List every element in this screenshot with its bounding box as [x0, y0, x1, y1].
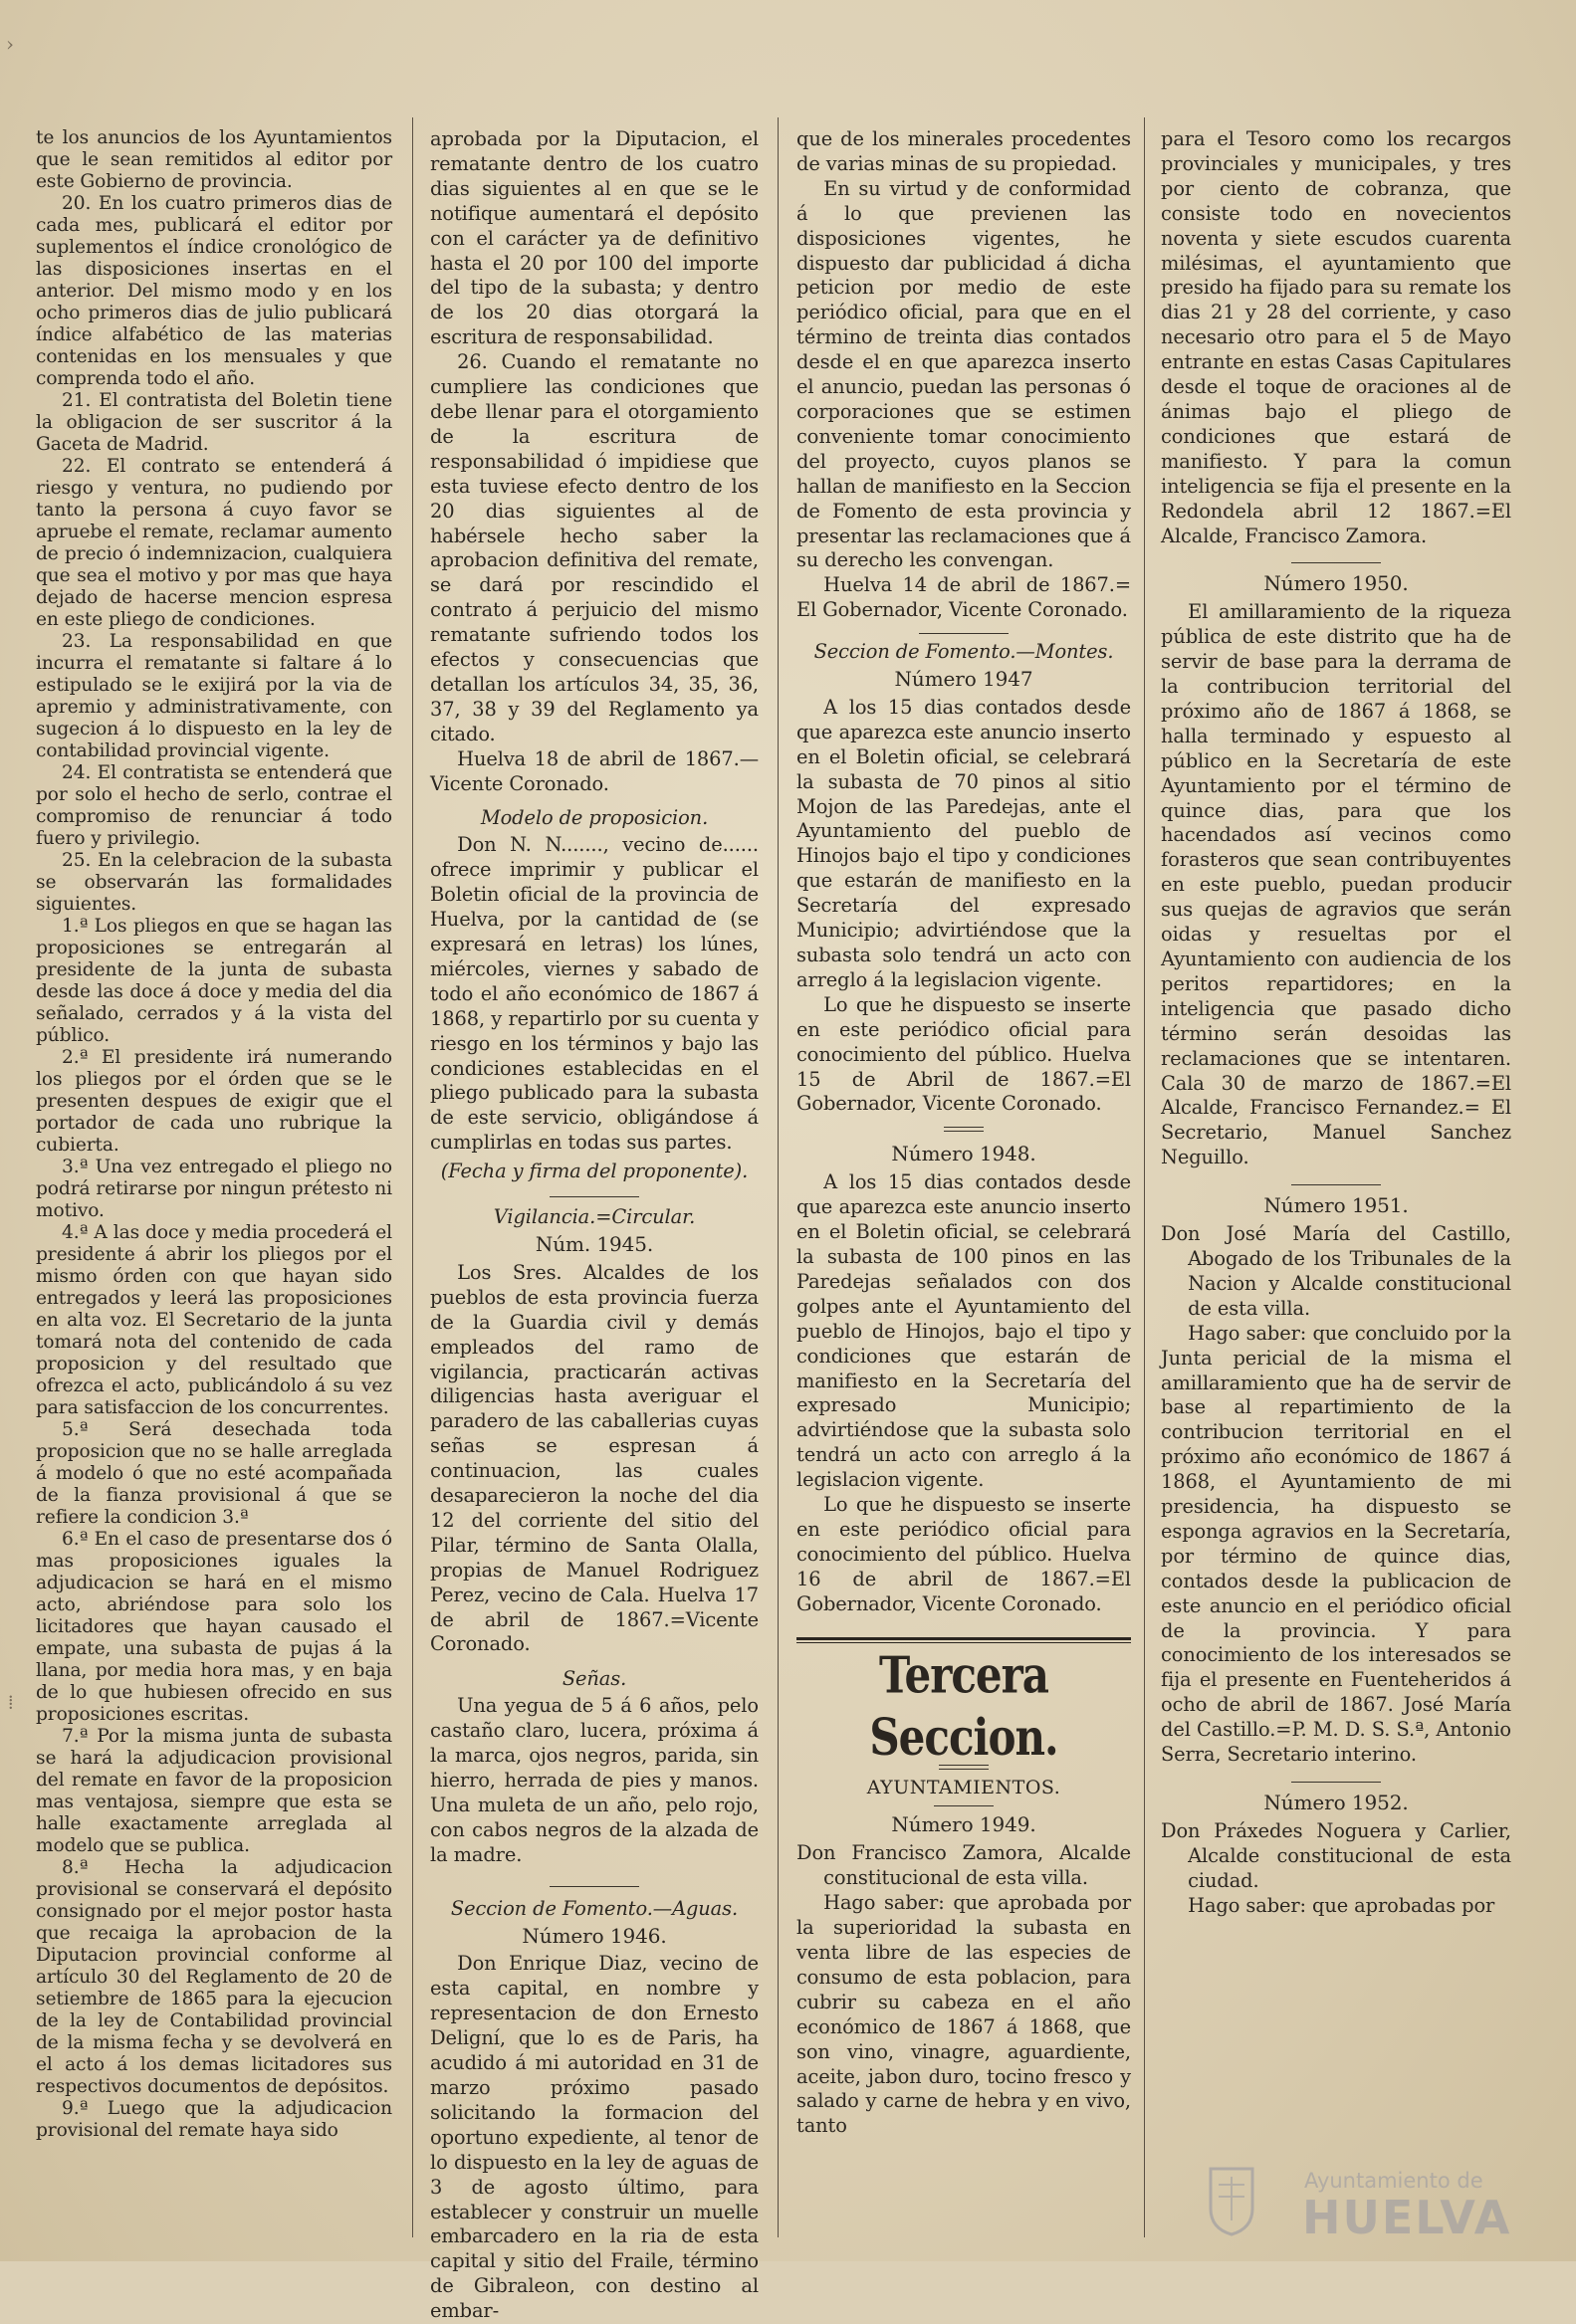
- divider: [1291, 562, 1381, 563]
- subclause-1: 1.ª Los pliegos en que se hagan las proposiciones se entregarán al presidente de la junta de subasta desde las doce á doce y media del dia señalado, cerrados y á la vista del público.: [36, 916, 392, 1046]
- clause-22: 22. El contrato se entenderá á riesgo y ventura, no pudiendo por tanto la persona á cuyo favor se apruebe el remate, reclamar aumento de precio ó indemnizacion, cualquiera que sea el motivo y por mas que haya dejado de hacerse mencion espresa en este pliego de condiciones.: [36, 456, 392, 630]
- notice-body: A los 15 dias contados desde que aparezca este anuncio inserto en el Boletin oficial, se celebrará la subasta de 100 pinos en las Paredejas señalados con dos golpes ante el Ayuntamiento del pueblo de Hinojos, bajo el tipo y condiciones que estarán de manifiesto en la Secretaría del expresado Municipio; advirtiéndose que la subasta solo tendrá un acto con arreglo á la legislacion vigente.: [796, 1170, 1131, 1492]
- notice-body: Lo que he dispuesto se inserte en este periódico oficial para conocimiento del público. Huelva 16 de abril de 1867.=El Gobernador, Vicente Coronado.: [796, 1493, 1131, 1615]
- notice-body: Don Enrique Diaz, vecino de esta capital, en nombre y representacion de don Ernesto Deligní, que lo es de Paris, ha acudido á mi autoridad en 31 de marzo próximo pasado solicitando la formacion del oportuno expediente, al tenor de lo dispuesto en la ley de aguas de 3 de agosto último, para establecer y construir un muelle embarcadero en la ria de esta capital y sitio del Fraile, término de Gibraleon, con destino al embar-: [430, 1952, 759, 2323]
- notice-number: Número 1949.: [891, 1812, 1036, 1837]
- divider: [1291, 1184, 1381, 1185]
- subclause-5: 5.ª Será desechada toda proposicion que no se halle arreglada á modelo ó que no esté acompañada de la fianza provisional á que se refiere la condicion 3.ª: [36, 1419, 392, 1528]
- subclause-4: 4.ª A las doce y media procederá el presidente á abrir los pliegos por el mismo órden con que hayan sido entregados y leerá las proposiciones en alta voz. El Secretario de la junta tomará nota del contenido de cada proposicion y del resultado que ofrezca el acto, publicándolo á su vez para satisfaccion de los concurrentes.: [36, 1222, 392, 1418]
- section-heading: Seccion de Fomento.—Aguas.: [450, 1896, 739, 1920]
- notice-authority: Don Práxedes Noguera y Carlier, Alcalde constitucional de esta ciudad.: [1161, 1818, 1511, 1892]
- notice-authority: Don Francisco Zamora, Alcalde constitucional de esta villa.: [796, 1841, 1131, 1890]
- margin-mark-lower: ⁞: [8, 1690, 14, 1714]
- subclause-8: 8.ª Hecha la adjudicacion provisional se conservará el depósito consignado por el mejor postor hasta que recaiga la aprobacion de la Diputacion provincial conforme al artículo 30 del Reglamento de 20 de setiembre de 1865 para la ejecucion de la ley de Contabilidad provincial de la misma fecha y se devolverá en el acto á los demas licitadores sus respectivos documentos de depósitos.: [36, 1857, 392, 2097]
- divider: [919, 633, 1009, 634]
- section-heading: Modelo de proposicion.: [480, 806, 709, 830]
- clause-20: 20. En los cuatro primeros dias de cada mes, publicará el editor por suplementos el índice cronológico de las disposiciones insertas en el anterior. Del mismo modo y en los ocho primeros dias de julio publicará índice alfabético de las materias contenidas en los mensuales y que comprenda todo el año.: [36, 193, 392, 389]
- paragraph: aprobada por la Diputacion, el rematante dentro de los cuatro dias siguientes al en que se le notifique aumentará el depósito con el carácter ya de definitivo hasta el 20 por 100 del importe del tipo de la subasta; y dentro de los 20 dias otorgará la escritura de responsabilidad.: [430, 127, 759, 349]
- column-rule-3: [1144, 117, 1145, 2237]
- notice-body: Los Sres. Alcaldes de los pueblos de esta provincia fuerza de la Guardia civil y demás empleados del ramo de vigilancia, practicarán activas diligencias hasta averiguar el paradero de las caballerias cuyas señas se espresan á continuacion, las cuales desaparecieron la noche del dia 12 del corriente del sitio del Pilar, término de Santa Olalla, propias de Manuel Rodriguez Perez, vecino de Cala. Huelva 17 de abril de 1867.=Vicente Coronado.: [430, 1260, 759, 1656]
- watermark-line-1: Ayuntamiento de: [1304, 2169, 1483, 2193]
- column-rule-2: [778, 117, 779, 2237]
- section-heading: Vigilancia.=Circular.: [493, 1205, 696, 1229]
- notice-number: Número 1952.: [1263, 1791, 1409, 1814]
- notice-number: Número 1950.: [1263, 571, 1409, 596]
- clause-23: 23. La responsabilidad en que incurra el rematante si faltare á lo estipulado se le exijirá por la via de apremio y administrativamente, con sugecion á lo dispuesto en la ley de contabilidad provincial vigente.: [36, 631, 392, 761]
- section-rule: [796, 1637, 1131, 1643]
- double-divider: [944, 1127, 984, 1132]
- proposal-model: Don N. N......., vecino de...... ofrece imprimir y publicar el Boletin oficial de la provincia de Huelva, por la cantidad de (se expresará en letras) los lúnes, miércoles, viernes y sabado de todo el año económico de 1867 á 1868, y repartirlo por su cuenta y riesgo en los términos y bajo las condiciones establecidas en el pliego publicado para la subasta de este servicio, obligándose á cumplirlas en todas sus partes.: [430, 833, 759, 1155]
- notice-body: El amillaramiento de la riqueza pública de este distrito que ha de servir de base para la derrama de la contribucion territorial del próximo año de 1867 á 1868, se halla terminado y espuesto al público en la Secretaría de este Ayuntamiento por el término de quince dias, para que los hacendados así vecinos como forasteros que sean contribuyentes en este pueblo, puedan producir sus quejas de agravios que serán oidas y resueltas por el Ayuntamiento con audiencia de los peritos repartidores; en la inteligencia que pasado dicho término serán desoidas las reclamaciones que se intentaren. Cala 30 de marzo de 1867.=El Alcalde, Francisco Fernandez.= El Secretario, Manuel Sanchez Neguillo.: [1161, 600, 1511, 1169]
- notice-body: A los 15 dias contados desde que aparezca este anuncio inserto en el Boletin oficial, se celebrará la subasta de 70 pinos al sitio Mojon de las Paredejas, ante el Ayuntamiento del pueblo de Hinojos bajo el tipo y condiciones que estarán de manifiesto en la Secretaría del expresado Municipio; advirtiéndose que la subasta solo tendrá un acto con arreglo á la legislacion vigente.: [796, 695, 1131, 991]
- column-2: [430, 127, 759, 2323]
- column-rule-1: [412, 117, 413, 2237]
- divider: [550, 1886, 639, 1887]
- divider: [934, 1805, 994, 1806]
- subclause-3: 3.ª Una vez entregado el pliego no podrá retirarse por ningun prétesto ni motivo.: [36, 1157, 392, 1221]
- paragraph: te los anuncios de los Ayuntamientos que le sean remitidos al editor por este Gobierno de provincia.: [36, 127, 392, 192]
- column-4: [1161, 127, 1511, 2242]
- margin-mark: ›: [6, 32, 14, 56]
- section-title: Tercera Seccion.: [869, 1645, 1058, 1767]
- paragraph: En su virtud y de conformidad á lo que previenen las disposiciones vigentes, he dispuesto dar publicidad á dicha peticion por medio de este periódico oficial, para que en el término de treinta dias contados desde el en que aparezca inserto el anuncio, puedan las personas ó corporaciones que se estimen conveniente tomar conocimiento del proyecto, cuyos planos se hallan de manifiesto en la Seccion de Fomento de esta provincia y presentar las reclamaciones que á su derecho les convengan.: [796, 176, 1131, 572]
- clause-24: 24. El contratista se entenderá que por solo el hecho de serlo, contrae el compromiso de renunciar á todo fuero y privilegio.: [36, 762, 392, 849]
- city-shield-icon: [1207, 2165, 1256, 2236]
- signature: Huelva 18 de abril de 1867.—Vicente Coronado.: [430, 746, 759, 795]
- subsection-title: AYUNTAMIENTOS.: [866, 1776, 1061, 1798]
- clause-25: 25. En la celebracion de la subasta se observarán las formalidades siguientes.: [36, 850, 392, 915]
- notice-authority: Don José María del Castillo, Abogado de los Tribunales de la Nacion y Alcalde constitucional de esta villa.: [1161, 1222, 1511, 1320]
- notice-number: Núm. 1945.: [535, 1231, 654, 1256]
- section-heading: Señas.: [562, 1667, 627, 1691]
- paragraph: que de los minerales procedentes de varias minas de su propiedad.: [796, 127, 1131, 175]
- clause-26: 26. Cuando el rematante no cumpliere las condiciones que debe llenar para el otorgamiento de la escritura de responsabilidad ó impidiese que esta tuviese efecto dentro de los 20 dias siguientes al de habérsele hecho saber la aprobacion definitiva del remate, se dará por rescindido el contrato á perjuicio del mismo rematante sufriendo todos los efectos y consecuencias que detallan los artículos 34, 35, 36, 37, 38 y 39 del Reglamento ya citado.: [430, 350, 759, 745]
- divider: [1291, 1782, 1381, 1783]
- watermark: [1207, 2165, 1512, 2244]
- paragraph: para el Tesoro como los recargos provinciales y municipales, y tres por ciento de cobranza, que consiste todo en novecientos noventa y siete escudos cuarenta milésimas, el ayuntamiento que presido ha fijado para su remate los dias 21 y 28 del corriente, y caso necesario otro para el 5 de Mayo entrante en estas Casas Capitulares desde el toque de oraciones al de ánimas bajo el pliego de condiciones que estará de manifiesto. Y para la comun inteligencia se fija el presente en la Redondela abril 12 1867.=El Alcalde, Francisco Zamora.: [1161, 127, 1511, 547]
- subclause-7: 7.ª Por la misma junta de subasta se hará la adjudicacion provisional del remate en favor de la proposicion mas ventajosa, siempre que esta se halle exactamente arreglada al modelo que se publica.: [36, 1726, 392, 1856]
- divider: [550, 1196, 639, 1197]
- notice-body: Hago saber: que concluido por la Junta pericial de la misma el amillaramiento que ha de servir de base al repartimiento de la contribucion territorial en el próximo año económico de 1867 á 1868, el Ayuntamiento de mi presidencia, ha dispuesto se esponga agravios en la Secretaría, por término de quince dias, contados desde la publicacion de este anuncio en el periódico oficial de la provincia. Y para conocimiento de los interesados se fija el presente en Fuenteheridos á ocho de abril de 1867. José María del Castillo.=P. M. D. S. S.ª, Antonio Serra, Secretario interino.: [1161, 1321, 1511, 1767]
- column-3: [796, 127, 1131, 2242]
- section-heading: Seccion de Fomento.—Montes.: [813, 640, 1114, 664]
- clause-21: 21. El contratista del Boletin tiene la obligacion de ser suscritor á la Gaceta de Madrid.: [36, 390, 392, 455]
- subclause-6: 6.ª En el caso de presentarse dos ó mas proposiciones iguales la adjudicacion se hará en el mismo acto, abriéndose para solo los licitadores que hayan causado el empate, una subasta de pujas á la llana, por media hora mas, y en baja de lo que hubiesen ofrecido en sus proposiciones escritas.: [36, 1529, 392, 1725]
- watermark-line-2: HUELVA: [1302, 2191, 1512, 2244]
- notice-body: Hago saber: que aprobadas por: [1188, 1893, 1495, 1917]
- column-1: [36, 127, 392, 2242]
- notice-body: Lo que he dispuesto se inserte en este periódico oficial para conocimiento del público. Huelva 15 de Abril de 1867.=El Gobernador, Vicente Coronado.: [796, 992, 1131, 1116]
- notice-number: Número 1948.: [891, 1142, 1036, 1166]
- notice-number: Número 1946.: [522, 1923, 667, 1948]
- notice-number: Número 1947: [894, 667, 1033, 692]
- notice-number: Número 1951.: [1263, 1193, 1409, 1218]
- notice-body: Una yegua de 5 á 6 años, pelo castaño claro, lucera, próxima á la marca, ojos negros, parida, sin hierro, herrada de pies y manos. Una muleta de un año, pelo rojo, con cabos negros de la alzada de la madre.: [430, 1694, 759, 1866]
- signature: Huelva 14 de abril de 1867.= El Gobernador, Vicente Coronado.: [796, 573, 1131, 622]
- signature-note: (Fecha y firma del proponente).: [440, 1160, 749, 1183]
- notice-body: Hago saber: que aprobada por la superioridad la subasta en venta libre de las especies de consumo de esta poblacion, para cubrir su cabeza en el año económico de 1867 á 1868, que son vino, vinagre, aguardiente, aceite, jabon duro, tocino fresco y salado y carne de hebra y en vivo, tanto: [796, 1891, 1131, 2138]
- subclause-9: 9.ª Luego que la adjudicacion provisional del remate haya sido: [36, 2098, 392, 2141]
- subclause-2: 2.ª El presidente irá numerando los pliegos por el órden que se le presenten despues de exigir que el portador de cada uno rubrique la cubierta.: [36, 1047, 392, 1156]
